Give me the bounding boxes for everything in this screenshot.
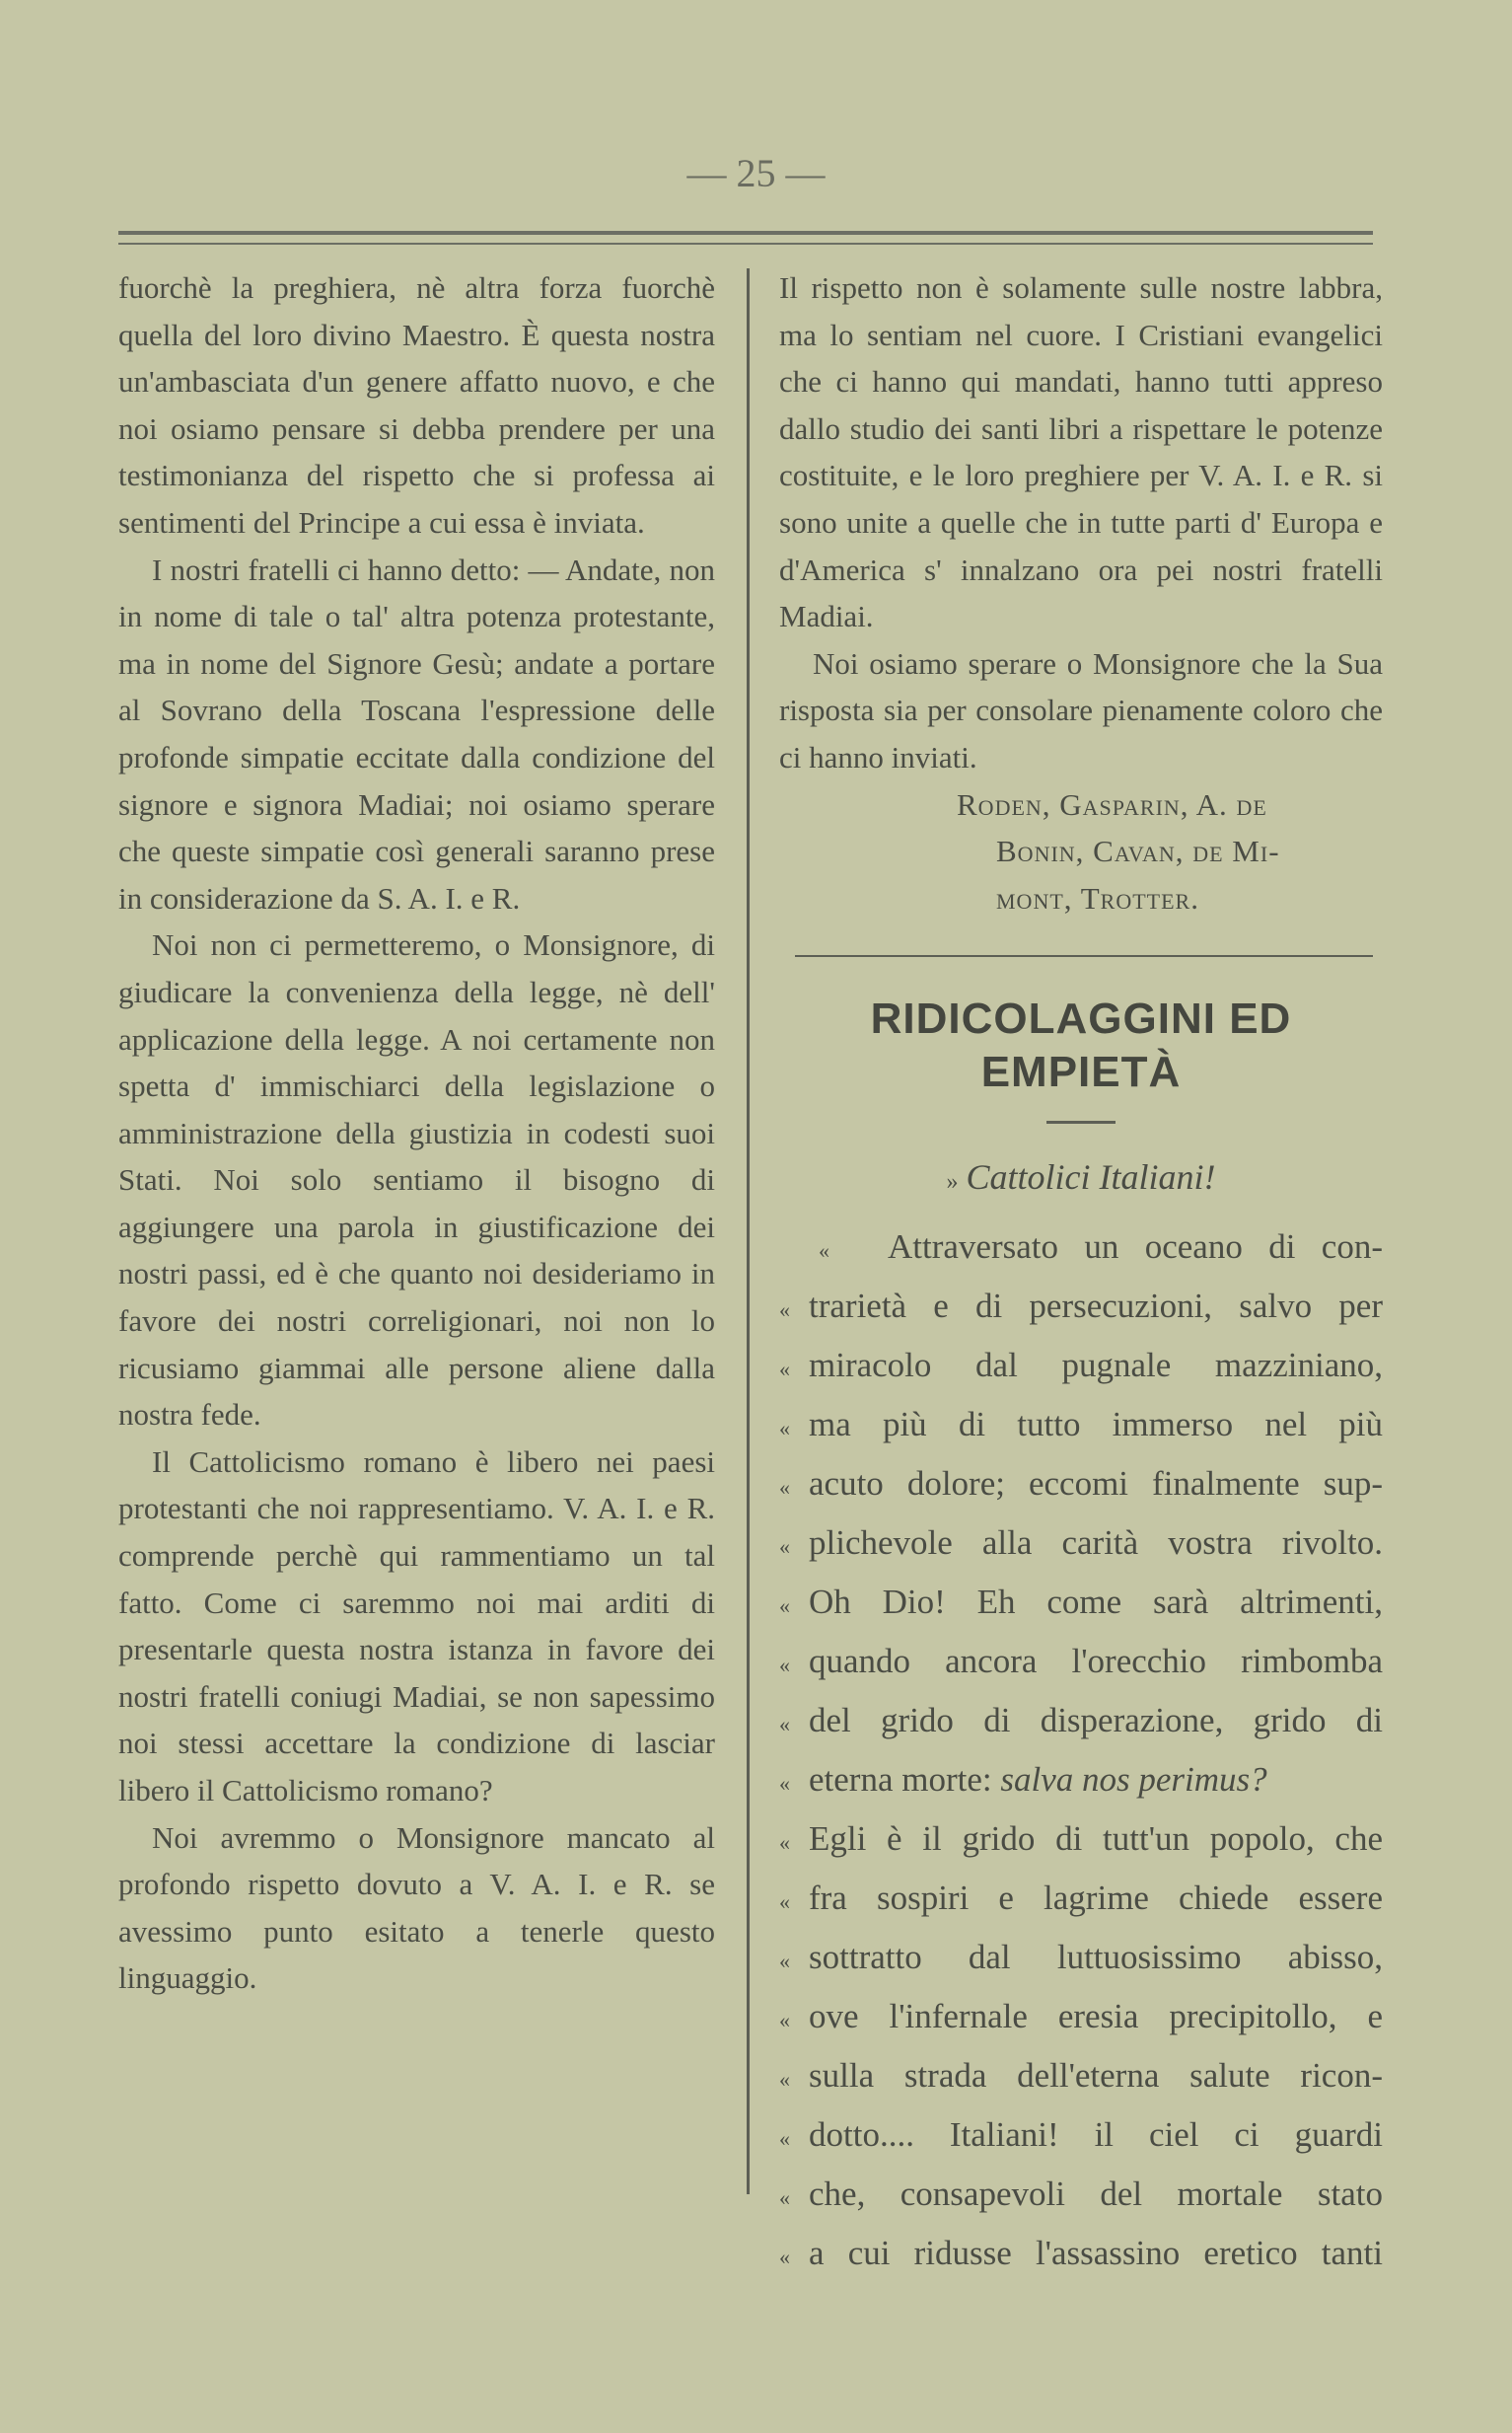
quote-text: dotto.... Italiani! il ciel ci guardi: [809, 2115, 1383, 2155]
quote-mark: «: [779, 1297, 790, 1323]
subtitle: [779, 1149, 1383, 1210]
signature-line: mont, Trotter.: [996, 880, 1199, 916]
quote-text: sottratto dal luttuosissimo abisso,: [809, 1938, 1383, 1977]
paragraph: Il rispetto non è solamente sulle nostre labbra, ma lo sentiam nel cuore. I Cristiani evangelici che ci hanno qui mandati, hanno tutti appreso dallo studio dei santi libri a rispettare le potenze costituite, e le loro preghiere per V. A. I. e R. si sono unite a quelle che in tutte parti d' Europa e d'America s' innalzano ora pei nostri fratelli Madiai.: [779, 270, 1383, 634]
section-title: RIDICOLAGGINI ED EMPIETÀ: [870, 995, 1292, 1097]
quote-text: Attraversato un oceano di con-: [888, 1227, 1383, 1267]
quote-line: [779, 2226, 1383, 2285]
quote-line: [779, 1397, 1383, 1456]
quote-line: [779, 1752, 1383, 1811]
quote-block: [779, 1219, 1383, 2285]
paragraph: fuorchè la preghiera, nè altra forza fuorchè quella del loro divino Maestro. È questa nostra un'ambasciata d'un genere affatto nuovo, e che noi osiamo pensare si debba prendere per una testimonianza del rispetto che si professa ai sentimenti del Principe a cui essa è inviata.: [118, 270, 715, 540]
quote-text: Egli è il grido di tutt'un popolo, che: [809, 1819, 1383, 1859]
right-column: [779, 264, 1383, 2285]
paragraph: I nostri fratelli ci hanno detto: — Andate, non in nome di tale o tal' altra potenza protestante, ma in nome del Signore Gesù; andate a portare al Sovrano della Toscana l'espressione delle profonde simpatie eccitate dalla condizione del signore e signora Madiai; noi osiamo sperare che queste simpatie così generali saranno prese in considerazione da S. A. I. e R.: [118, 552, 715, 916]
quote-text: fra sospiri e lagrime chiede essere: [809, 1879, 1383, 1918]
quote-mark: «: [779, 1416, 790, 1441]
paragraph: Noi avremmo o Monsignore mancato al profondo rispetto dovuto a V. A. I. e R. se avessimo punto esitato a tenerle questo linguaggio.: [118, 1819, 715, 1996]
quote-text: del grido di disperazione, grido di: [809, 1701, 1383, 1740]
quote-line: [779, 1871, 1383, 1930]
quote-line: [779, 1811, 1383, 1871]
subtitle-text: Cattolici Italiani!: [966, 1157, 1216, 1198]
signature-line: Roden, Gasparin, A. de: [957, 786, 1267, 822]
quote-text-italic: salva nos perimus?: [1000, 1760, 1267, 1800]
quote-text: acuto dolore; eccomi finalmente sup-: [809, 1464, 1383, 1504]
quote-line: [779, 1634, 1383, 1693]
quote-line: [779, 1219, 1383, 1279]
header-rule: [118, 231, 1373, 245]
quote-mark: «: [819, 1238, 829, 1264]
quote-text: che, consapevoli del mortale stato: [809, 2175, 1383, 2214]
quote-mark: «: [779, 2185, 790, 2211]
quote-text: Oh Dio! Eh come sarà altrimenti,: [809, 1583, 1383, 1622]
quote-line: [779, 1575, 1383, 1634]
quote-mark: «: [779, 1771, 790, 1797]
quote-mark: «: [779, 1949, 790, 1974]
quote-text: a cui ridusse l'assassino eretico tanti: [809, 2234, 1383, 2273]
quote-line: [779, 1338, 1383, 1397]
quote-mark: «: [779, 1475, 790, 1501]
section-rule: [795, 955, 1373, 957]
quote-mark: «: [779, 2008, 790, 2033]
page-number: — 25 —: [686, 151, 826, 195]
left-column: [118, 264, 715, 2002]
quote-text: plichevole alla carità vostra rivolto.: [809, 1523, 1383, 1563]
quote-mark: «: [779, 2245, 790, 2270]
quote-line: [779, 2107, 1383, 2167]
paragraph: Noi osiamo sperare o Monsignore che la Sua risposta sia per consolare pienamente coloro che ci hanno inviati.: [779, 645, 1383, 774]
quote-mark: «: [779, 1712, 790, 1737]
quote-mark: «: [779, 2067, 790, 2093]
paragraph: Noi non ci permetteremo, o Monsignore, di giudicare la convenienza della legge, nè dell' applicazione della legge. A noi certamente non spetta d' immischiarci della legislazione o amministrazione della giustizia in codesti suoi Stati. Noi solo sentiamo il bisogno di aggiungere una parola in giustificazione dei nostri passi, ed è che quanto noi desideriamo in favore dei nostri correligionari, noi non lo ricusiamo giammai alle persone aliene dalla nostra fede.: [118, 927, 715, 1433]
quote-text: ma più di tutto immerso nel più: [809, 1405, 1383, 1444]
quote-text: [809, 1752, 1383, 1807]
quote-text: quando ancora l'orecchio rimbomba: [809, 1642, 1383, 1681]
subtitle-mark: »: [946, 1169, 959, 1196]
quote-line: [779, 1693, 1383, 1752]
quote-text: ove l'infernale eresia precipitollo, e: [809, 1997, 1383, 2036]
quote-line: [779, 1456, 1383, 1515]
quote-line: [779, 1279, 1383, 1338]
quote-mark: «: [779, 1534, 790, 1560]
quote-mark: «: [779, 1830, 790, 1856]
quote-line: [779, 1930, 1383, 1989]
quote-text: trarietà e di persecuzioni, salvo per: [809, 1287, 1383, 1326]
quote-mark: «: [779, 2126, 790, 2152]
quote-mark: «: [779, 1593, 790, 1619]
column-divider: [747, 268, 750, 2194]
quote-text-plain: eterna morte:: [809, 1760, 992, 1800]
signature-line: Bonin, Cavan, de Mi-: [996, 834, 1280, 869]
quote-line: [779, 1515, 1383, 1575]
title-underline: [1046, 1121, 1116, 1124]
paragraph: Il Cattolicismo romano è libero nei paesi protestanti che noi rappresentiamo. V. A. I. e R. comprende perchè qui rammentiamo un tal fatto. Come ci saremmo noi mai arditi di presentarle questa nostra istanza in favore dei nostri fratelli coniugi Madiai, se non sapessimo noi stessi accettare la condizione di lasciar libero il Cattolicismo romano?: [118, 1443, 715, 1807]
quote-line: [779, 2048, 1383, 2107]
quote-mark: «: [779, 1653, 790, 1678]
quote-line: [779, 1989, 1383, 2048]
quote-text: sulla strada dell'eterna salute ricon-: [809, 2056, 1383, 2096]
quote-text: miracolo dal pugnale mazziniano,: [809, 1346, 1383, 1385]
quote-line: [779, 2167, 1383, 2226]
quote-mark: «: [779, 1357, 790, 1382]
quote-mark: «: [779, 1889, 790, 1915]
